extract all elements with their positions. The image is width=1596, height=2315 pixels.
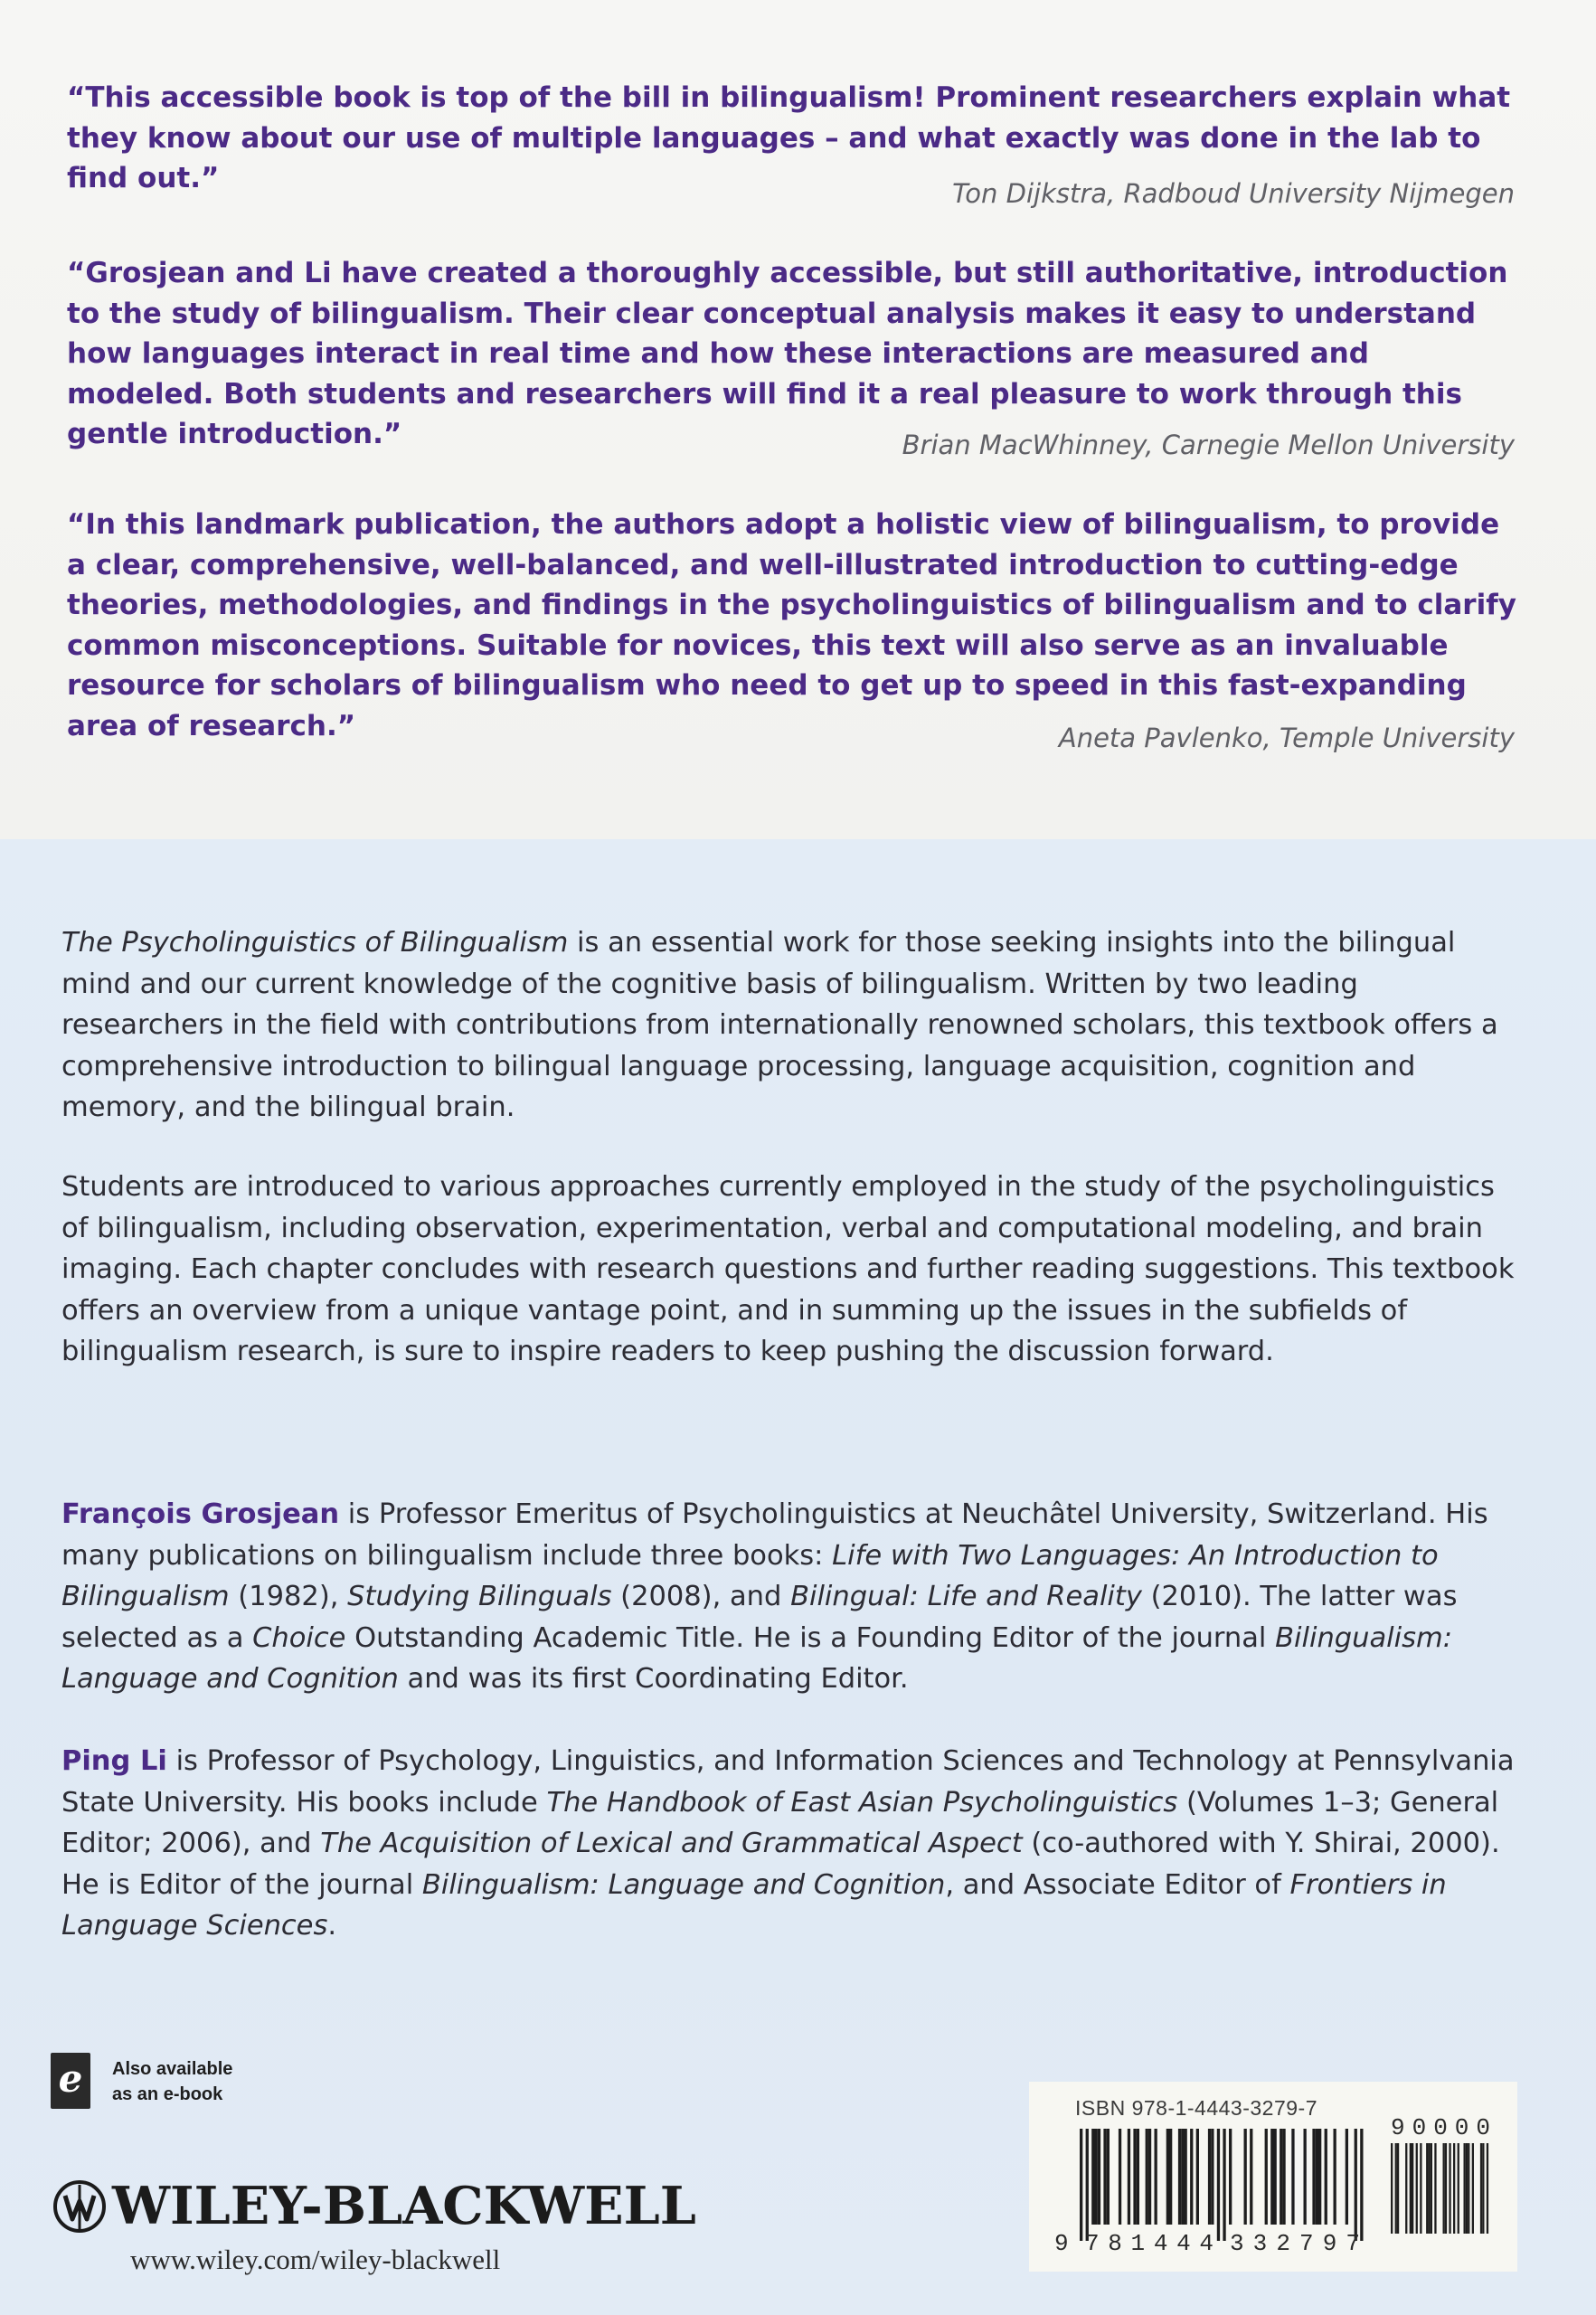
endorsements-panel bbox=[0, 0, 1596, 839]
barcode-bar bbox=[1190, 2129, 1193, 2225]
addon-bar bbox=[1464, 2143, 1466, 2234]
endorsement-attribution-3: Aneta Pavlenko, Temple University bbox=[1058, 723, 1515, 753]
addon-bar bbox=[1443, 2143, 1445, 2234]
barcode-bar bbox=[1291, 2129, 1294, 2225]
barcode-bar bbox=[1166, 2129, 1169, 2225]
barcode-bar bbox=[1095, 2129, 1098, 2225]
addon-bar bbox=[1412, 2143, 1413, 2234]
barcode-bar bbox=[1244, 2129, 1247, 2225]
addon-bar bbox=[1410, 2143, 1412, 2234]
ebook-availability-note bbox=[51, 2053, 322, 2112]
book-description-paragraph-2: Students are introduced to various approaches currently employed in the study of the psycholinguistics of bilingualism, including observation, experimentation, verbal and computational modeling, and brain imaging. Each chapter concludes with research questions and further reading suggestions. This textbook offers an overview from a unique vantage point, and in summing up the issues in the subfields of bilingualism research, is sure to inspire readers to keep pushing the discussion forward. bbox=[61, 1171, 1515, 1367]
barcode-bar bbox=[1334, 2129, 1336, 2225]
barcode-bar bbox=[1270, 2129, 1273, 2225]
addon-bar bbox=[1397, 2143, 1399, 2234]
barcode-bar bbox=[1185, 2129, 1187, 2225]
barcode-bar bbox=[1137, 2129, 1139, 2225]
barcode-bar bbox=[1178, 2129, 1181, 2225]
addon-bar bbox=[1453, 2143, 1455, 2234]
publisher-url[interactable]: www.wiley.com/wiley-blackwell bbox=[130, 2244, 501, 2275]
barcode-bar bbox=[1355, 2129, 1357, 2241]
ean-13-bars bbox=[1080, 2129, 1364, 2241]
endorsement-attribution-2: Brian MacWhinney, Carnegie Mellon University bbox=[902, 430, 1515, 460]
barcode-bar bbox=[1304, 2129, 1307, 2225]
endorsement-attribution-1: Ton Dijkstra, Radboud University Nijmegen bbox=[952, 178, 1515, 209]
ebook-icon: e bbox=[51, 2053, 90, 2109]
addon-bar bbox=[1420, 2143, 1421, 2234]
author-name: Ping Li bbox=[61, 1745, 167, 1777]
addon-bar bbox=[1458, 2143, 1459, 2234]
addon-bars bbox=[1391, 2143, 1488, 2234]
addon-bar bbox=[1416, 2143, 1418, 2234]
barcode-bar bbox=[1196, 2129, 1199, 2225]
isbn-barcode bbox=[1029, 2082, 1517, 2272]
author-bio-li: Ping Li is Professor of Psychology, Linguistics, and Information Sciences and Technology at Pennsylvania State University. His books include The Handbook of East Asian Psycholinguistics (Volumes 1–3; General Editor; 2006), and The Acquisition of Lexical and Grammatical Aspect (co-authored with Y. Shirai, 2000). He is Editor of the journal Bilingualism: Language and Cognition, and Associate Editor of Frontiers in Language Sciences. bbox=[61, 1745, 1515, 1942]
barcode-bar bbox=[1280, 2129, 1282, 2225]
barcode-bar bbox=[1133, 2129, 1136, 2225]
barcode-bar bbox=[1155, 2129, 1157, 2225]
addon-bar bbox=[1434, 2143, 1436, 2234]
addon-bar bbox=[1445, 2143, 1447, 2234]
barcode-bar bbox=[1274, 2129, 1277, 2225]
addon-bar bbox=[1395, 2143, 1397, 2234]
barcode-bar bbox=[1223, 2129, 1225, 2241]
barcode-bar bbox=[1119, 2129, 1121, 2225]
barcode-bar bbox=[1208, 2129, 1211, 2225]
barcode-bar bbox=[1169, 2129, 1172, 2225]
wiley-monogram-icon bbox=[51, 2178, 109, 2235]
barcode-bar bbox=[1148, 2129, 1151, 2225]
endorsement-quote-2: “Grosjean and Li have created a thoroughly accessible, but still authoritative, introduction to the study of bilingualism. Their clear conceptual analysis makes it easy to understand how languages interact in real time and how these interactions are measured and modeled. Both students and researchers will find it a real pleasure to work through this gentle introduction.” bbox=[67, 257, 1508, 450]
author-bio-grosjean: François Grosjean is Professor Emeritus of Psycholinguistics at Neuchâtel University, Switzerland. His many publications on bilingualism include three books: Life with Two Languages: An Introduction to Bilingualism (1982), Studying Bilinguals (2008), and Bilingual: Life and Reality (2010). The latter was selected as a Choice Outstanding Academic Title. He is a Founding Editor of the journal Bilingualism: Language and Cognition and was its first Coordinating Editor. bbox=[61, 1498, 1488, 1695]
barcode-bar bbox=[1098, 2129, 1100, 2225]
author-name: François Grosjean bbox=[61, 1498, 340, 1530]
barcode-bar bbox=[1316, 2129, 1318, 2225]
barcode-right-digits: 332797 bbox=[1230, 2230, 1360, 2257]
barcode-addon-digits: 90000 bbox=[1391, 2114, 1490, 2141]
barcode-lead-digit: 9 bbox=[1054, 2230, 1069, 2257]
barcode-bar bbox=[1107, 2129, 1110, 2225]
barcode-bar bbox=[1282, 2129, 1285, 2225]
barcode-bar bbox=[1318, 2129, 1321, 2225]
addon-bar bbox=[1472, 2143, 1474, 2234]
addon-bar bbox=[1482, 2143, 1484, 2234]
addon-bar bbox=[1468, 2143, 1469, 2234]
book-description-paragraph-1: The Psycholinguistics of Bilingualism is an essential work for those seeking insights into the bilingual mind and our current knowledge of the cognitive basis of bilingualism. Written by two leading researchers in the field with contributions from internationally renowned scholars, this textbook offers a comprehensive introduction to bilingual language processing, language acquisition, cognition and memory, and the bilingual brain. bbox=[61, 927, 1498, 1123]
barcode-graphic bbox=[1029, 2082, 1517, 2272]
barcode-bar bbox=[1146, 2129, 1148, 2225]
barcode-bar bbox=[1080, 2129, 1082, 2241]
barcode-bar bbox=[1360, 2129, 1363, 2241]
endorsement-quote-3: “In this landmark publication, the authors adopt a holistic view of bilingualism, to provide a clear, comprehensive, well-balanced, and well-illustrated introduction to cutting-edge theories, methodologies, and findings in the psycholinguistics of bilingualism and to clarify common misconceptions. Suitable for novices, this text will also serve as an invaluable resource for scholars of bilingualism who need to get up to speed in this fast-expanding area of research.” bbox=[67, 508, 1516, 742]
barcode-bar bbox=[1346, 2129, 1348, 2225]
addon-bar bbox=[1466, 2143, 1468, 2234]
endorsement-quote-1: “This accessible book is top of the bill in bilingualism! Prominent researchers explain what they know about our use of multiple languages – and what exactly was done in the lab to find out.” bbox=[67, 81, 1511, 194]
barcode-bar bbox=[1312, 2129, 1315, 2225]
publisher-logo bbox=[51, 2174, 696, 2275]
addon-bar bbox=[1428, 2143, 1430, 2234]
addon-bar bbox=[1480, 2143, 1482, 2234]
barcode-bar bbox=[1229, 2129, 1232, 2225]
barcode-bar bbox=[1211, 2129, 1214, 2225]
ebook-text: Also available as an e-book bbox=[112, 2059, 233, 2104]
barcode-bar bbox=[1091, 2129, 1094, 2225]
barcode-bar bbox=[1128, 2129, 1130, 2225]
barcode-bar bbox=[1265, 2129, 1268, 2225]
barcode-bar bbox=[1086, 2129, 1089, 2241]
barcode-bar bbox=[1103, 2129, 1106, 2225]
barcode-bar bbox=[1325, 2129, 1327, 2225]
barcode-bar bbox=[1250, 2129, 1252, 2225]
publisher-name: WILEY-BLACKWELL bbox=[112, 2176, 696, 2236]
addon-bar bbox=[1391, 2143, 1393, 2234]
addon-bar bbox=[1487, 2143, 1488, 2234]
addon-bar bbox=[1449, 2143, 1450, 2234]
addon-bar bbox=[1431, 2143, 1432, 2234]
addon-bar bbox=[1426, 2143, 1428, 2234]
book-title: The Psycholinguistics of Bilingualism bbox=[61, 927, 569, 959]
barcode-bar bbox=[1181, 2129, 1184, 2225]
isbn-label: ISBN 978-1-4443-3279-7 bbox=[1075, 2096, 1317, 2120]
addon-bar bbox=[1405, 2143, 1407, 2234]
barcode-left-digits: 781444 bbox=[1085, 2230, 1214, 2257]
barcode-bar bbox=[1217, 2129, 1220, 2241]
